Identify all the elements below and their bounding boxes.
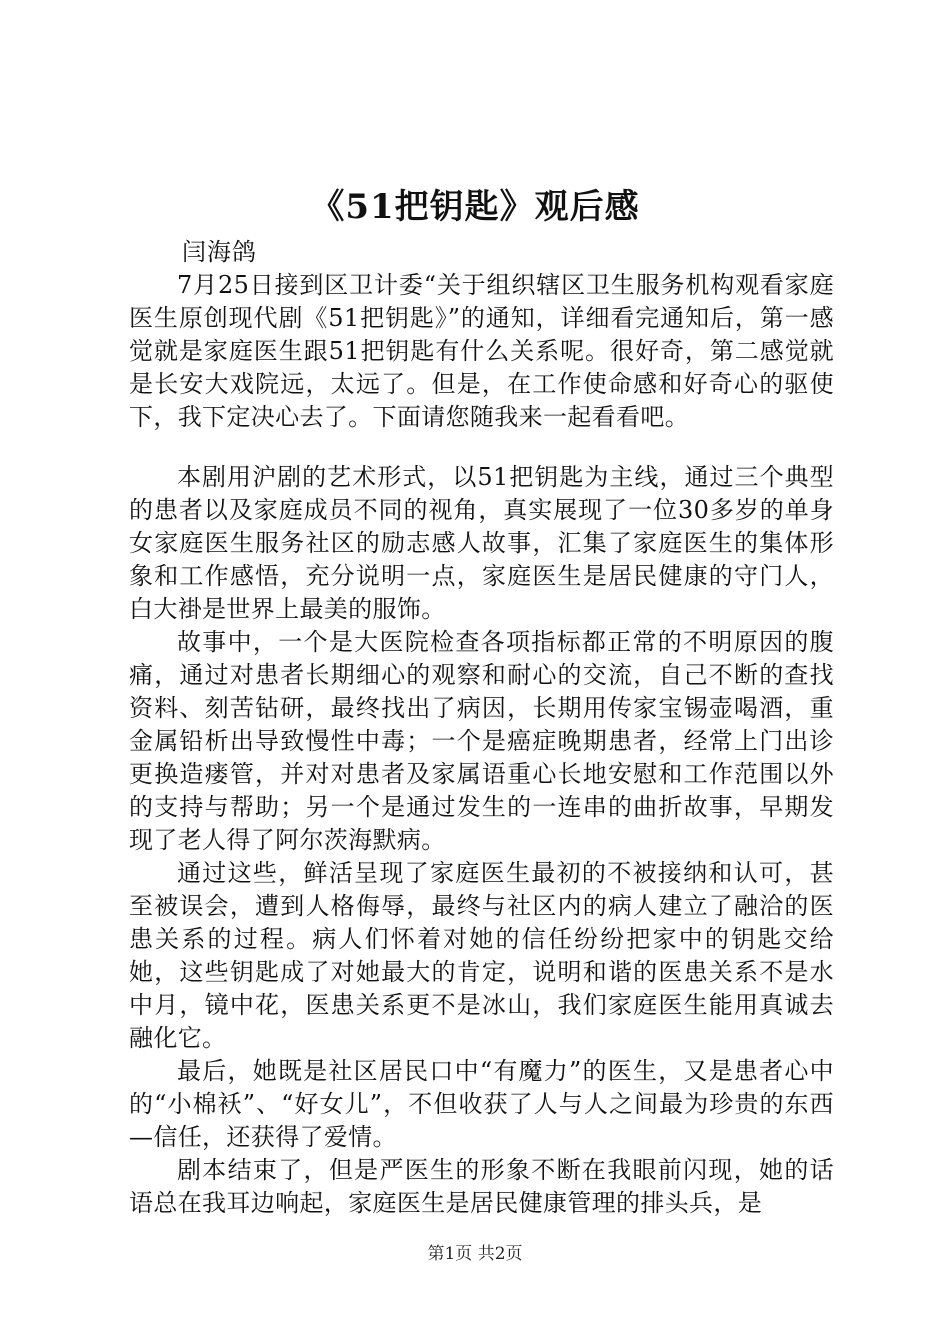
paragraph: 剧本结束了，但是严医生的形象不断在我眼前闪现，她的话语总在我耳边响起，家庭医生是居民健康管理的排头兵，是 <box>129 1156 834 1217</box>
paragraph: 故事中，一个是大医院检查各项指标都正常的不明原因的腹痛，通过对患者长期细心的观察和耐心的交流，自己不断的查找资料、刻苦钻研，最终找出了病因，长期用传家宝锡壶喝酒，重金属铅析出导致慢性中毒；一个是癌症晚期患者，经常上门出诊更换造瘘管，并对对患者及家属语重心长地安慰和工作范围以外的支持与帮助；另一个是通过发生的一连串的曲折故事，早期发现了老人得了阿尔茨海默病。 <box>129 628 834 854</box>
paragraph: 本剧用沪剧的艺术形式，以51把钥匙为主线，通过三个典型的患者以及家庭成员不同的视角，真实展现了一位30多岁的单身女家庭医生服务社区的励志感人故事，汇集了家庭医生的集体形象和工作感悟，充分说明一点，家庭医生是居民健康的守门人，白大褂是世界上最美的服饰。 <box>129 463 834 623</box>
document-title: 《51把钥匙》观后感 <box>310 187 640 227</box>
document-body <box>129 269 834 1220</box>
page-number-footer: 第1页 共2页 <box>427 1244 523 1264</box>
paragraph: 7月25日接到区卫计委“关于组织辖区卫生服务机构观看家庭医生原创现代剧《51把钥匙》”的通知，详细看完通知后，第一感觉就是家庭医生跟51把钥匙有什么关系呢。很好奇，第二感觉就是长安大戏院远，太远了。但是，在工作使命感和好奇心的驱使下，我下定决心去了。下面请您随我来一起看看吧。 <box>129 271 834 431</box>
paragraph: 最后，她既是社区居民口中“有魔力”的医生，又是患者心中的“小棉袄”、“好女儿”，不但收获了人与人之间最为珍贵的东西—信任，还获得了爱情。 <box>129 1057 834 1151</box>
author-name: 闫海鸽 <box>182 238 257 266</box>
paragraph: 通过这些，鲜活呈现了家庭医生最初的不被接纳和认可，甚至被误会，遭到人格侮辱，最终与社区内的病人建立了融洽的医患关系的过程。病人们怀着对她的信任纷纷把家中的钥匙交给她，这些钥匙成了对她最大的肯定，说明和谐的医患关系不是水中月，镜中花，医患关系更不是冰山，我们家庭医生能用真诚去融化它。 <box>129 859 834 1052</box>
